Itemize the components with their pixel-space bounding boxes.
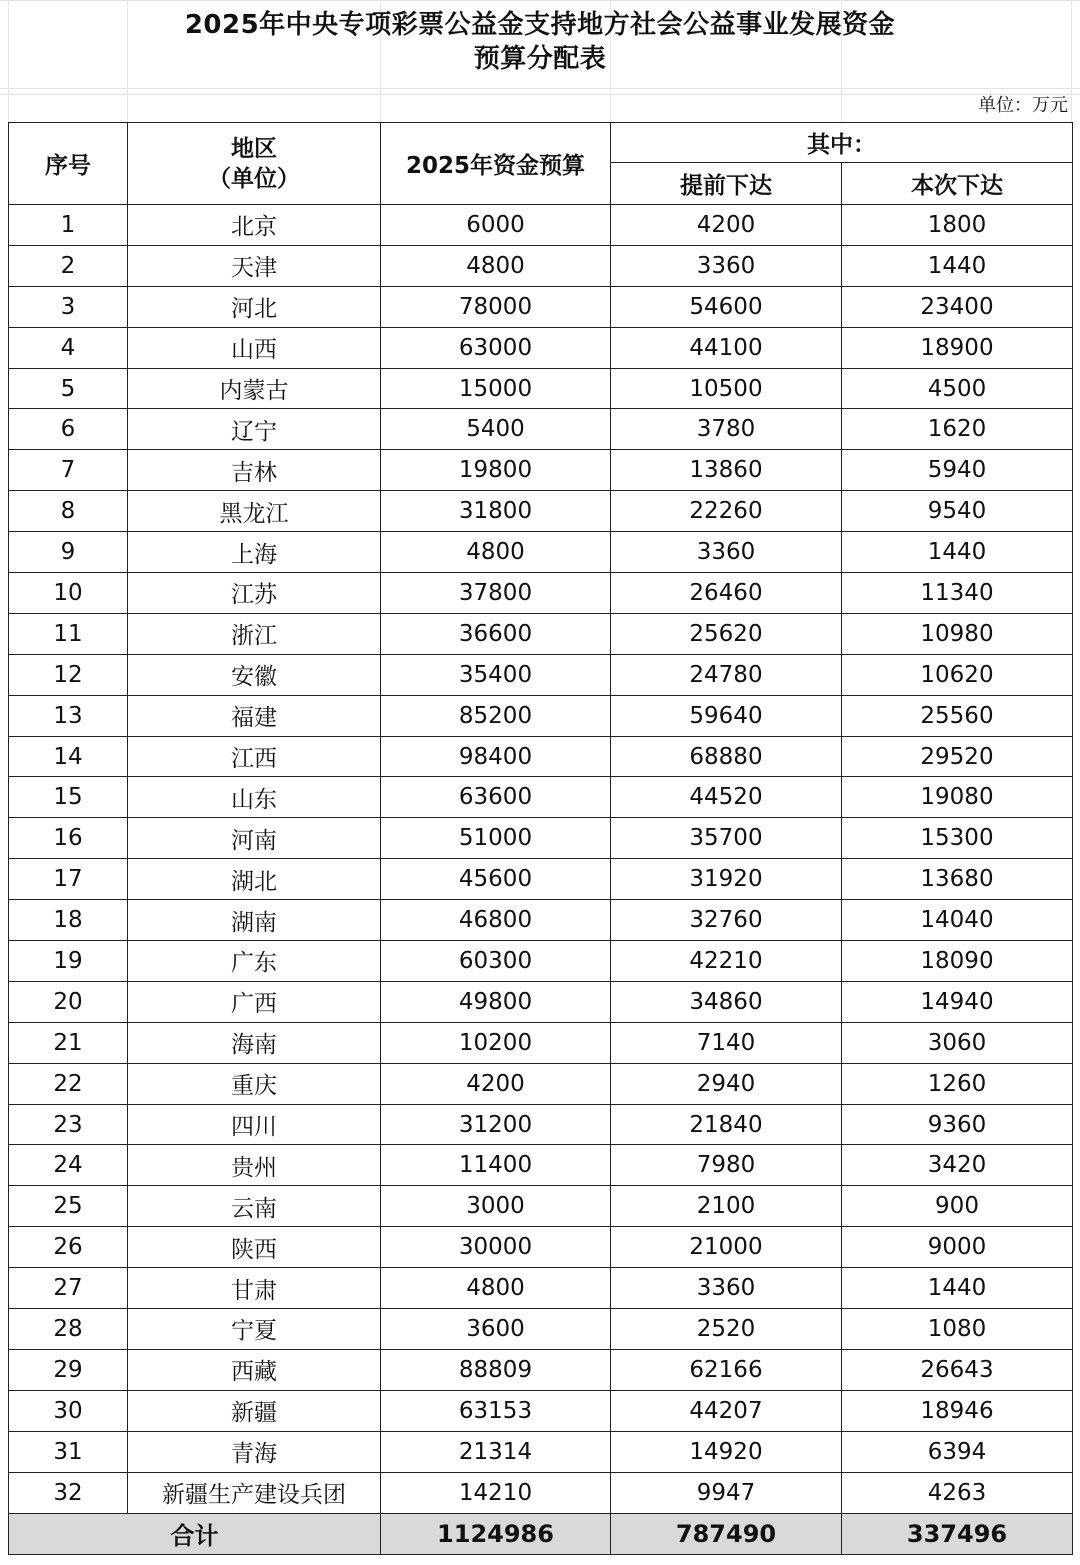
cell-advance: 54600 [611,286,842,327]
table-row [9,286,1073,327]
table-row [9,1186,1073,1227]
cell-region: 西藏 [128,1349,381,1390]
cell-seq: 8 [9,491,128,532]
title-line-1: 2025年中央专项彩票公益金支持地方社会公益事业发展资金 [184,10,896,40]
table-row [9,573,1073,614]
cell-advance: 2520 [611,1309,842,1350]
cell-budget: 30000 [381,1227,611,1268]
header-advance: 提前下达 [611,163,842,205]
cell-seq: 10 [9,573,128,614]
cell-seq: 32 [9,1472,128,1513]
cell-region: 河南 [128,818,381,859]
cell-advance: 2940 [611,1063,842,1104]
table-row [9,327,1073,368]
cell-budget: 78000 [381,286,611,327]
cell-current: 23400 [842,286,1073,327]
cell-region: 北京 [128,205,381,246]
cell-budget: 4800 [381,1268,611,1309]
cell-advance: 34860 [611,981,842,1022]
cell-budget: 19800 [381,450,611,491]
cell-seq: 14 [9,736,128,777]
cell-advance: 2100 [611,1186,842,1227]
cell-region: 青海 [128,1431,381,1472]
cell-budget: 46800 [381,900,611,941]
table-row [9,1390,1073,1431]
cell-budget: 36600 [381,613,611,654]
total-label: 合计 [9,1513,381,1554]
cell-budget: 4800 [381,532,611,573]
cell-region: 四川 [128,1104,381,1145]
cell-seq: 4 [9,327,128,368]
cell-advance: 32760 [611,900,842,941]
cell-budget: 21314 [381,1431,611,1472]
cell-seq: 19 [9,941,128,982]
cell-current: 6394 [842,1431,1073,1472]
cell-budget: 37800 [381,573,611,614]
cell-region: 新疆 [128,1390,381,1431]
cell-current: 4263 [842,1472,1073,1513]
cell-seq: 5 [9,368,128,409]
cell-seq: 15 [9,777,128,818]
cell-advance: 7140 [611,1022,842,1063]
cell-budget: 31200 [381,1104,611,1145]
cell-region: 江西 [128,736,381,777]
cell-region: 广东 [128,941,381,982]
cell-region: 河北 [128,286,381,327]
total-current: 337496 [842,1513,1073,1554]
cell-budget: 63000 [381,327,611,368]
table-row [9,981,1073,1022]
table-row [9,450,1073,491]
cell-budget: 85200 [381,695,611,736]
cell-current: 1440 [842,245,1073,286]
cell-budget: 98400 [381,736,611,777]
cell-current: 1620 [842,409,1073,450]
cell-region: 内蒙古 [128,368,381,409]
cell-seq: 20 [9,981,128,1022]
table-row [9,818,1073,859]
header-seq: 序号 [9,123,128,205]
cell-budget: 15000 [381,368,611,409]
total-budget: 1124986 [381,1513,611,1554]
cell-seq: 30 [9,1390,128,1431]
cell-budget: 10200 [381,1022,611,1063]
table-row [9,1104,1073,1145]
cell-region: 吉林 [128,450,381,491]
cell-budget: 3000 [381,1186,611,1227]
cell-advance: 35700 [611,818,842,859]
header-of-which: 其中： [611,123,1073,163]
cell-advance: 13860 [611,450,842,491]
cell-current: 14040 [842,900,1073,941]
cell-budget: 63600 [381,777,611,818]
cell-advance: 44100 [611,327,842,368]
total-row [9,1513,1073,1554]
cell-current: 11340 [842,573,1073,614]
table-row [9,900,1073,941]
header-current: 本次下达 [842,163,1073,205]
cell-current: 9000 [842,1227,1073,1268]
table-row [9,245,1073,286]
cell-current: 3420 [842,1145,1073,1186]
cell-current: 15300 [842,818,1073,859]
cell-region: 天津 [128,245,381,286]
cell-current: 29520 [842,736,1073,777]
cell-region: 湖北 [128,859,381,900]
cell-advance: 25620 [611,613,842,654]
table-row [9,1022,1073,1063]
cell-seq: 29 [9,1349,128,1390]
cell-region: 辽宁 [128,409,381,450]
document-title [0,8,1080,88]
cell-budget: 5400 [381,409,611,450]
table-row [9,1227,1073,1268]
cell-advance: 21840 [611,1104,842,1145]
table-row [9,532,1073,573]
cell-current: 1440 [842,1268,1073,1309]
header-budget: 2025年资金预算 [381,123,611,205]
cell-seq: 22 [9,1063,128,1104]
cell-current: 1260 [842,1063,1073,1104]
cell-budget: 3600 [381,1309,611,1350]
cell-region: 新疆生产建设兵团 [128,1472,381,1513]
cell-advance: 10500 [611,368,842,409]
cell-budget: 51000 [381,818,611,859]
cell-advance: 31920 [611,859,842,900]
cell-seq: 13 [9,695,128,736]
cell-region: 山西 [128,327,381,368]
cell-region: 湖南 [128,900,381,941]
cell-advance: 7980 [611,1145,842,1186]
cell-region: 黑龙江 [128,491,381,532]
table-row [9,205,1073,246]
cell-current: 1800 [842,205,1073,246]
cell-advance: 3360 [611,532,842,573]
header-region-line2: （单位） [208,165,300,192]
table-row [9,941,1073,982]
cell-advance: 4200 [611,205,842,246]
cell-seq: 3 [9,286,128,327]
cell-current: 18090 [842,941,1073,982]
cell-region: 上海 [128,532,381,573]
cell-seq: 24 [9,1145,128,1186]
cell-current: 14940 [842,981,1073,1022]
cell-advance: 3360 [611,1268,842,1309]
cell-seq: 6 [9,409,128,450]
cell-region: 广西 [128,981,381,1022]
cell-seq: 12 [9,654,128,695]
cell-current: 1440 [842,532,1073,573]
cell-current: 10620 [842,654,1073,695]
cell-seq: 25 [9,1186,128,1227]
cell-current: 4500 [842,368,1073,409]
cell-region: 安徽 [128,654,381,695]
cell-budget: 60300 [381,941,611,982]
cell-seq: 26 [9,1227,128,1268]
cell-seq: 17 [9,859,128,900]
table-row [9,1268,1073,1309]
table-row [9,613,1073,654]
cell-advance: 26460 [611,573,842,614]
cell-region: 重庆 [128,1063,381,1104]
table-row [9,1309,1073,1350]
cell-budget: 6000 [381,205,611,246]
cell-advance: 24780 [611,654,842,695]
cell-region: 贵州 [128,1145,381,1186]
cell-region: 山东 [128,777,381,818]
cell-budget: 88809 [381,1349,611,1390]
cell-seq: 11 [9,613,128,654]
cell-budget: 63153 [381,1390,611,1431]
header-region [128,123,381,205]
table-row [9,736,1073,777]
cell-advance: 59640 [611,695,842,736]
cell-seq: 27 [9,1268,128,1309]
cell-seq: 23 [9,1104,128,1145]
cell-current: 9540 [842,491,1073,532]
cell-current: 3060 [842,1022,1073,1063]
total-advance: 787490 [611,1513,842,1554]
cell-current: 18900 [842,327,1073,368]
table-row [9,409,1073,450]
cell-seq: 18 [9,900,128,941]
cell-advance: 22260 [611,491,842,532]
cell-current: 19080 [842,777,1073,818]
cell-seq: 28 [9,1309,128,1350]
table-row [9,1472,1073,1513]
cell-region: 浙江 [128,613,381,654]
cell-advance: 3780 [611,409,842,450]
table-row [9,1063,1073,1104]
cell-seq: 2 [9,245,128,286]
cell-advance: 14920 [611,1431,842,1472]
cell-advance: 68880 [611,736,842,777]
cell-advance: 3360 [611,245,842,286]
cell-budget: 4800 [381,245,611,286]
cell-budget: 4200 [381,1063,611,1104]
cell-budget: 31800 [381,491,611,532]
table-row [9,654,1073,695]
unit-label: 单位：万元 [978,95,1068,116]
cell-advance: 44207 [611,1390,842,1431]
cell-current: 18946 [842,1390,1073,1431]
table-row [9,1145,1073,1186]
cell-current: 1080 [842,1309,1073,1350]
cell-advance: 44520 [611,777,842,818]
table-row [9,777,1073,818]
cell-region: 甘肃 [128,1268,381,1309]
cell-region: 江苏 [128,573,381,614]
cell-current: 25560 [842,695,1073,736]
cell-seq: 9 [9,532,128,573]
cell-current: 13680 [842,859,1073,900]
cell-region: 宁夏 [128,1309,381,1350]
table-row [9,368,1073,409]
cell-advance: 62166 [611,1349,842,1390]
cell-budget: 14210 [381,1472,611,1513]
cell-budget: 45600 [381,859,611,900]
title-line-2: 预算分配表 [473,44,607,74]
cell-current: 26643 [842,1349,1073,1390]
cell-seq: 16 [9,818,128,859]
cell-seq: 31 [9,1431,128,1472]
cell-region: 云南 [128,1186,381,1227]
allocation-table [8,122,1073,1555]
table-row [9,859,1073,900]
cell-current: 900 [842,1186,1073,1227]
cell-seq: 7 [9,450,128,491]
cell-budget: 11400 [381,1145,611,1186]
cell-seq: 21 [9,1022,128,1063]
table-row [9,1349,1073,1390]
table-row [9,491,1073,532]
cell-advance: 9947 [611,1472,842,1513]
header-row [9,123,1073,163]
cell-current: 5940 [842,450,1073,491]
cell-advance: 21000 [611,1227,842,1268]
cell-seq: 1 [9,205,128,246]
cell-advance: 42210 [611,941,842,982]
table-row [9,1431,1073,1472]
cell-budget: 49800 [381,981,611,1022]
cell-current: 10980 [842,613,1073,654]
cell-budget: 35400 [381,654,611,695]
cell-region: 福建 [128,695,381,736]
cell-current: 9360 [842,1104,1073,1145]
table-body [9,205,1073,1514]
cell-region: 陕西 [128,1227,381,1268]
cell-region: 海南 [128,1022,381,1063]
table-row [9,695,1073,736]
header-region-line1: 地区 [231,135,277,162]
